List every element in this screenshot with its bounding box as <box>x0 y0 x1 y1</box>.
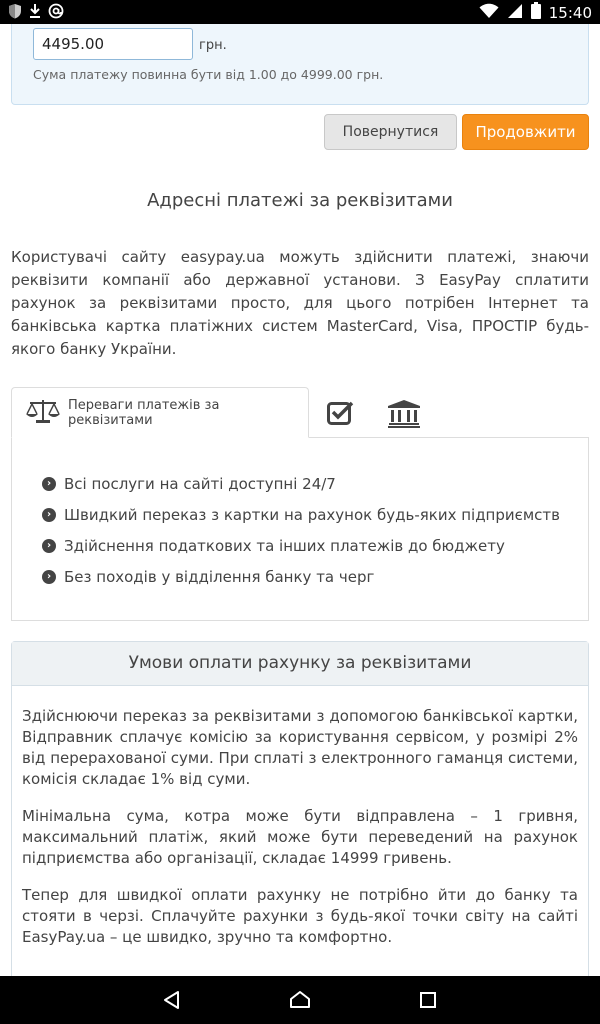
terms-title: Умови оплати рахунку за реквізитами <box>12 642 588 686</box>
at-sign-icon <box>48 3 64 23</box>
home-nav-icon[interactable] <box>288 988 312 1012</box>
list-item <box>42 468 560 499</box>
download-icon <box>28 3 42 23</box>
tab-benefits-label: Переваги платежів за реквізитами <box>68 397 220 428</box>
continue-button[interactable]: Продовжити <box>462 114 589 150</box>
tab-bank[interactable] <box>388 400 420 432</box>
tab-checklist[interactable] <box>327 401 355 429</box>
scales-icon <box>26 398 60 428</box>
section-title: Адресні платежі за реквізитами <box>147 190 453 211</box>
intro-paragraph: Користувачі сайту easypay.ua можуть здійснити платежі, знаючи реквізити компанії або державної установи. З EasyPay сплатити рахунок за реквізитами просто, для цього потрібен Інтернет та банківська картка платіжних систем MasterCard, Visa, ПРОСТІР будь-якого банку України. <box>11 248 589 358</box>
chevron-circle-icon: › <box>42 477 56 491</box>
chevron-circle-icon: › <box>42 570 56 584</box>
status-bar <box>0 0 600 24</box>
list-item <box>42 561 560 592</box>
chevron-circle-icon: › <box>42 539 56 553</box>
back-button[interactable]: Повернутися <box>324 114 457 150</box>
tab-benefits[interactable] <box>11 387 309 438</box>
terms-paragraph: Мінімальна сума, котра може бути відправлена – 1 гривня, максимальний платіж, який може бути переведений на рахунок підприємства або організації, складає 14999 гривень. <box>22 807 578 867</box>
benefit-text: Всі послуги на сайті доступні 24/7 <box>64 474 336 493</box>
benefit-text: Без походів у відділення банку та черг <box>64 567 375 586</box>
currency-label: грн. <box>199 38 227 53</box>
amount-panel <box>11 24 589 105</box>
list-item <box>42 530 560 561</box>
navigation-bar <box>0 976 600 1024</box>
amount-hint: Сума платежу повинна бути від 1.00 до 4999.00 грн. <box>33 67 384 82</box>
terms-panel <box>11 641 589 976</box>
clock-time: 15:40 <box>548 3 592 22</box>
benefit-text: Швидкий переказ з картки на рахунок будь-яких підприємств <box>64 505 561 524</box>
terms-paragraph: Здійснюючи переказ за реквізитами з допомогою банківської картки, Відправник сплачує комісію за користування сервісом, у розмірі 2% від перерахованої суми. При сплаті з електронного гаманця системи, комісія складає 1% від суми. <box>22 707 578 788</box>
page-content <box>0 24 600 976</box>
signal-icon <box>507 3 523 23</box>
bank-icon <box>388 413 420 432</box>
wifi-icon <box>479 3 499 23</box>
battery-icon <box>531 2 541 23</box>
chevron-circle-icon: › <box>42 508 56 522</box>
shield-icon <box>8 3 22 23</box>
checkbox-icon <box>327 410 355 429</box>
benefits-list <box>42 468 560 592</box>
list-item <box>42 499 560 530</box>
terms-paragraph: Тепер для швидкої оплати рахунку не потрібно йти до банку та стояти в черзі. Сплачуйте рахунки з будь-якої точки світу на сайті EasyPay.ua – це швидко, зручно та комфортно. <box>22 886 578 946</box>
recents-nav-icon[interactable] <box>416 988 440 1012</box>
benefit-text: Здійснення податкових та інших платежів до бюджету <box>64 536 505 555</box>
benefits-tabs <box>11 387 589 621</box>
back-nav-icon[interactable] <box>160 988 184 1012</box>
terms-body <box>12 686 588 948</box>
amount-input[interactable] <box>33 28 193 60</box>
benefits-panel <box>11 438 589 621</box>
